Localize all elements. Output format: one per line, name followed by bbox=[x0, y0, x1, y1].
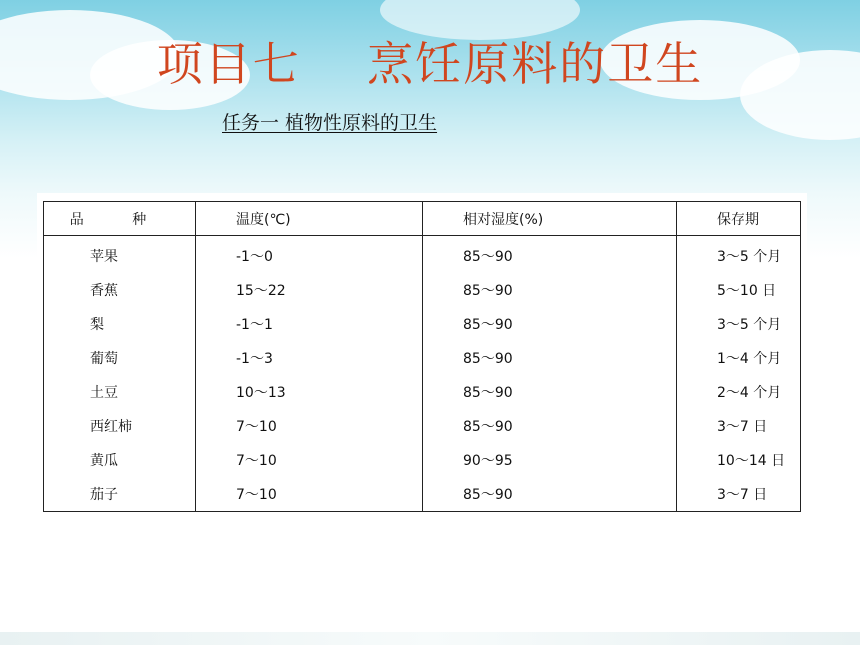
table-row bbox=[44, 273, 801, 307]
cell-humidity: 85～90 bbox=[423, 477, 677, 512]
table-row bbox=[44, 443, 801, 477]
table-row bbox=[44, 307, 801, 341]
column-header-variety: 品 种 bbox=[44, 202, 196, 236]
cell-variety: 苹果 bbox=[44, 236, 196, 274]
cell-humidity: 85～90 bbox=[423, 375, 677, 409]
cell-storage-period: 3～7 日 bbox=[677, 477, 801, 512]
cell-storage-period: 5～10 日 bbox=[677, 273, 801, 307]
column-header-humidity: 相对湿度(%) bbox=[423, 202, 677, 236]
table-row bbox=[44, 375, 801, 409]
cell-humidity: 85～90 bbox=[423, 236, 677, 274]
cell-variety: 茄子 bbox=[44, 477, 196, 512]
cell-storage-period: 3～5 个月 bbox=[677, 236, 801, 274]
cell-humidity: 90～95 bbox=[423, 443, 677, 477]
storage-table bbox=[43, 201, 801, 512]
cell-temperature: -1～1 bbox=[196, 307, 423, 341]
cell-temperature: 7～10 bbox=[196, 443, 423, 477]
table-header-row bbox=[44, 202, 801, 236]
cell-storage-period: 10～14 日 bbox=[677, 443, 801, 477]
cell-storage-period: 3～5 个月 bbox=[677, 307, 801, 341]
slide-subtitle: 任务一 植物性原料的卫生 bbox=[222, 112, 438, 134]
bottom-decoration-strip bbox=[0, 632, 860, 645]
storage-table-panel bbox=[37, 193, 807, 503]
cell-variety: 土豆 bbox=[44, 375, 196, 409]
table-row bbox=[44, 341, 801, 375]
cell-variety: 梨 bbox=[44, 307, 196, 341]
column-header-temperature: 温度(℃) bbox=[196, 202, 423, 236]
cell-temperature: -1～3 bbox=[196, 341, 423, 375]
cell-temperature: 15～22 bbox=[196, 273, 423, 307]
cell-variety: 西红柿 bbox=[44, 409, 196, 443]
cell-humidity: 85～90 bbox=[423, 409, 677, 443]
table-row bbox=[44, 236, 801, 274]
cell-temperature: 7～10 bbox=[196, 477, 423, 512]
cell-storage-period: 3～7 日 bbox=[677, 409, 801, 443]
cell-temperature: -1～0 bbox=[196, 236, 423, 274]
cell-storage-period: 2～4 个月 bbox=[677, 375, 801, 409]
cell-humidity: 85～90 bbox=[423, 273, 677, 307]
column-header-storage-period: 保存期 bbox=[677, 202, 801, 236]
cell-humidity: 85～90 bbox=[423, 341, 677, 375]
cell-storage-period: 1～4 个月 bbox=[677, 341, 801, 375]
table-row bbox=[44, 477, 801, 512]
cell-variety: 葡萄 bbox=[44, 341, 196, 375]
cell-temperature: 10～13 bbox=[196, 375, 423, 409]
slide-title: 项目七 烹饪原料的卫生 bbox=[156, 37, 704, 91]
cell-variety: 黄瓜 bbox=[44, 443, 196, 477]
cell-temperature: 7～10 bbox=[196, 409, 423, 443]
table-row bbox=[44, 409, 801, 443]
cell-humidity: 85～90 bbox=[423, 307, 677, 341]
cell-variety: 香蕉 bbox=[44, 273, 196, 307]
